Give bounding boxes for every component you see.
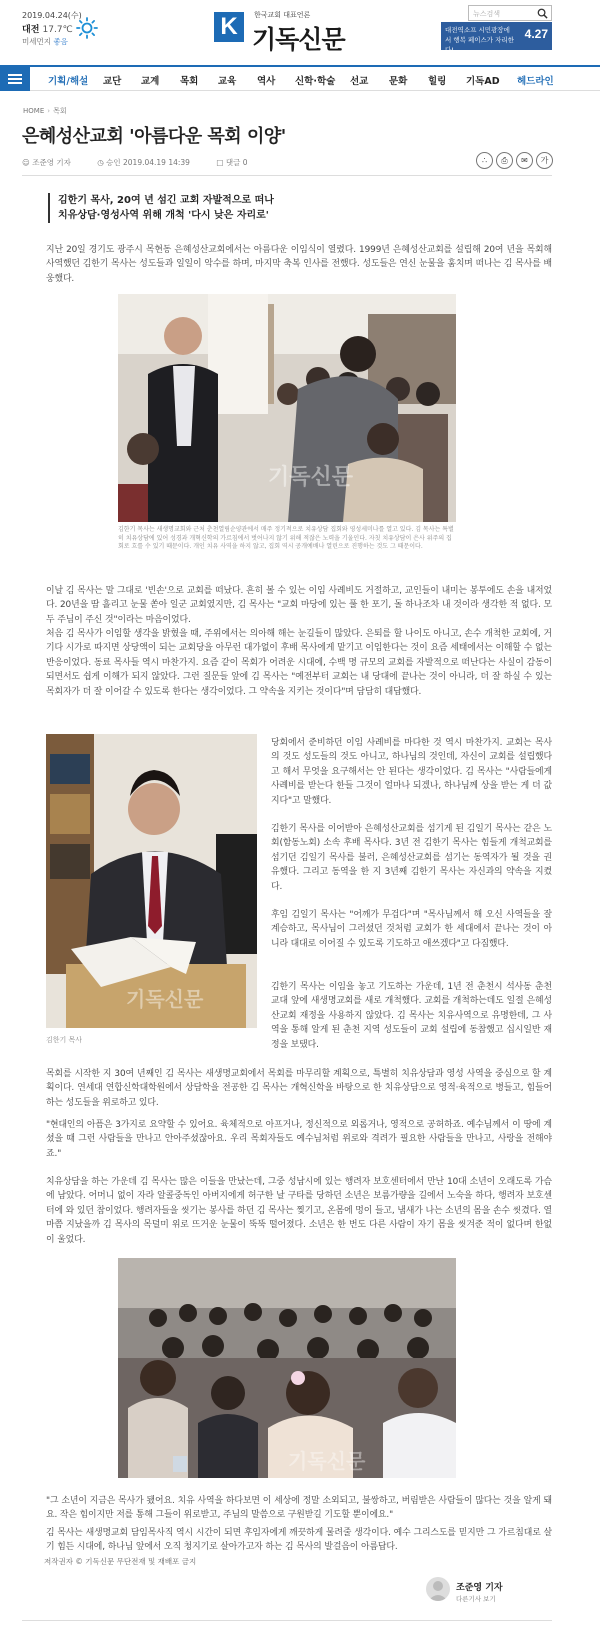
current-date: 2019.04.24(수) [22,11,82,20]
sun-icon [76,17,98,39]
paragraph: 목회를 시작한 지 30여 년째인 김 목사는 새생명교회에서 목회를 마무리할 계획으로, 특별히 치유상담과 영성 사역을 중심으로 할 계획이다. 연세대 연합신학대학원에서 상담학을 전공한 김 목사는 개혁신학을 바탕으로 한 치유상담으로 영적·육적으로 병들고, 힘들어하는 성도들을 위로하고 있다. [46,1069,552,1108]
author-name: 조준영 기자 [32,158,71,167]
paragraph: 처음 김 목사가 이임할 생각을 밝혔을 때, 주위에서는 의아해 해는 눈길들이 많았다. 은퇴를 할 나이도 아니고, 손수 개척한 교회에, 거기다 시가로 따지면 상당액이 되는 교회당을 아무런 대가없이 후배 목사에게 맡기고 이임한다는 것이 요즘 세태에서는 이해할 수 없는 반응이었다. 동료 목사들 역시 마찬가지. 요즘 같이 목회가 어려운 시대에, 수백 명 규모의 교회를 자발적으로 떠난다는 사실이 감동이 되면서도 쉽게 이해가 되지 않았다. 그런 질문들 앞에 김 목사는 "예전부터 교회는 내 당대에 끝나는 것이 아니라, 더 잘 하실 수 있는 목회자가 더 잘 이어갈 수 있도록 한다는 생각이었다. 그 약속을 지키는 것이다"며 담담히 대답했다. [46,629,552,697]
breadcrumb-section[interactable]: 목회 [53,107,67,115]
dust-label: 미세먼지 [22,37,51,46]
nav-item-headline[interactable]: 헤드라인 [517,76,554,87]
paragraph: "현대인의 아픔은 3가지로 요약할 수 있어요. 육체적으로 아프거나, 정신적으로 외롭거나, 영적으로 공허하죠. 예수님께서 이 땅에 계셨을 때 그런 사람들을 만나고 안아주셨잖아요. 우리 목회자들도 예수님처럼 위로와 격려가 필요한 사람들을 만나고, 사랑을 전해야죠." [46,1120,552,1159]
subtitle-line: 치유상담·영성사역 위해 개척 '다시 낮은 자리로' [58,210,269,221]
nav-item-education[interactable]: 교육 [218,76,237,87]
photo-farewell-handshake [118,294,456,522]
search-icon[interactable] [537,8,548,19]
article-title: 은혜성산교회 '아름다운 목회 이양' [22,126,286,147]
site-header [0,0,600,64]
photo-worship-congregation [118,1258,456,1478]
nav-item-christian-ad[interactable]: 기독AD [466,76,500,87]
user-icon [426,1577,450,1601]
nav-item-history[interactable]: 역사 [257,76,276,87]
nav-item-culture[interactable]: 문화 [389,76,408,87]
nav-item-ministry[interactable]: 목회 [180,76,199,87]
menu-icon-bar [8,74,22,76]
reporter-card[interactable] [426,1577,546,1607]
photo-watermark: 기독신문 [268,465,354,490]
reporter-avatar [426,1577,450,1601]
nav-item-planning[interactable]: 기획/해설 [48,76,89,87]
breadcrumb-separator: › [47,107,51,115]
nav-item-church-world[interactable]: 교계 [141,76,160,87]
paragraph: "그 소년이 지금은 목사가 됐어요. 치유 사역을 하다보면 이 세상에 정말 소외되고, 불쌍하고, 버림받은 사람들이 많다는 것을 알게 돼요. 작은 힘이지만 저를 통해 그들이 위로받고, 주님의 말씀으로 구원받길 기도할 뿐이에요." [46,1496,552,1521]
dust-value: 좋음 [53,37,68,46]
paragraph: 김한기 목사는 이임을 놓고 기도하는 가운데, 1년 전 춘천시 석사동 춘천교대 앞에 새생명교회를 새로 개척했다. 교회를 개척하는데도 일절 은혜성산교회 재정을 사용하지 않았다. 김 목사는 치유사역으로 유명한데, 그 사역을 통해 알게 된 춘천 지역 성도들이 교회 설립에 동참했고 십시일반 재정을 보탰다. [271,982,552,1050]
copyright-notice: 저작권자 © 기독신문 무단전재 및 재배포 금지 [44,1557,197,1566]
article-photo-1 [118,294,456,522]
approved-text: 승인 2019.04.19 14:39 [106,158,190,167]
photo-caption: 김한기 목사는 새생명교회와 근처 춘천열림순양관에서 매주 정기적으로 치유상담 집회와 영성세미나를 열고 있다. 김 목사는 특별히 치유상담에 있어 성경과 개혁신학의 가르침에서 벗어나지 않기 위해 적잖은 노력을 기울인다. 자칫 치유상담이 은사 위주의 집회로 흐를 수 있기 때문이다. 개인 치유 사역을 하지 않고, 집회 역시 공개예배나 열린으로 진행하는 것도 그 때문이다. [118,526,454,550]
paragraph: 당회에서 준비하던 이임 사례비를 마다한 것 역시 마찬가지. 교회는 목사의 것도 성도들의 것도 아니고, 하나님의 것인데, 자신이 교회를 설립했다고 해서 무엇을 요구해서는 안 된다는 생각이었다. 김 목사는 "사람들에게 사례비를 받는다 한들 그것이 얼마나 되겠나, 하나님께 상을 받는 게 더 값지다"고 말했다. [271,738,552,806]
header-divider [22,175,552,176]
photo-watermark: 기독신문 [126,987,204,1011]
photo-caption: 김한기 목사 [46,1036,83,1044]
paragraph: 김한기 목사를 이어받아 은혜성산교회를 섬기게 된 김일기 목사는 같은 노회(함동노회) 소속 후배 목사다. 3년 전 김한기 목사는 힘들게 개척교회를 섬기던 김일기 목사를 불러, 은혜성산교회를 섬기는 동역자가 될 것을 권유했다. 그리고 동역을 한 지 3년째 김한기 목사는 자신과의 약속을 지켰다. [271,824,552,892]
subtitle-line: 김한기 목사, 20여 년 섬긴 교회 자발적으로 떠나 [58,195,274,206]
email-icon[interactable]: ✉ [516,152,533,169]
article-photo-2 [46,734,257,1028]
comment-count[interactable]: □ 댓글 0 [216,158,248,167]
footer-divider [22,1620,552,1621]
article-photo-3 [118,1258,456,1478]
comment-text: 댓글 0 [225,158,248,167]
print-icon[interactable]: ⎙ [496,152,513,169]
site-logo[interactable] [214,10,364,54]
logo-name: 기독신문 [252,25,345,54]
share-icon[interactable]: ∴ [476,152,493,169]
photo-watermark: 기독신문 [288,1449,366,1473]
search-input[interactable] [468,5,552,21]
article-meta [22,157,272,168]
photo-portrait-pastor [46,734,257,1028]
banner-text: 대전역소프 시민광장에서 행복 페이스가 자리한다! [445,26,514,54]
menu-button[interactable] [0,67,30,91]
logo-mark: K [214,12,244,42]
font-size-icon[interactable]: 가 [536,152,553,169]
breadcrumb [23,106,67,116]
article-subtitle [48,193,548,223]
menu-icon-bar [8,78,22,80]
weather-city: 대전 [22,25,40,35]
paragraph: 지난 20일 경기도 광주시 목현동 은혜성산교회에서는 아름다운 이임식이 열렸다. 1999년 은혜성산교회를 설립해 20여 년을 목회해 사역했던 김한기 목사는 성도들과 일일이 악수를 하며, 마지막 축복 인사를 전했다. 성도들은 연신 눈물을 훔치며 떠나는 김 목사를 배웅했다. [46,245,552,284]
nav-item-denomination[interactable]: 교단 [103,76,122,87]
reporter-name: 조준영 기자 [456,1583,503,1593]
paragraph: 후임 김일기 목사는 "어깨가 무겁다"며 "목사님께서 해 오신 사역들을 잘 계승하고, 목사님이 그러셨던 것처럼 교회가 한 세대에서 끝나는 것이 아니라 대대로 이어질 수 있도록 기도하고 애쓰겠다"고 다짐했다. [271,910,552,949]
logo-tagline: 한국교회 대표언론 [254,11,311,19]
breadcrumb-home[interactable]: HOME [23,107,45,115]
weather-temp: 17.7℃ [42,25,73,35]
author-byline: ☺ 조준영 기자 [22,158,71,167]
weather-info [22,22,73,35]
nav-item-healing[interactable]: 힐링 [428,76,447,87]
ad-banner[interactable] [441,22,552,54]
dust-info [22,36,68,47]
nav-item-mission[interactable]: 선교 [350,76,369,87]
approved-time: ◷ 승인 2019.04.19 14:39 [97,158,190,167]
paragraph: 김 목사는 새생명교회 담임목사직 역시 시간이 되면 후임자에게 깨끗하게 물려줄 생각이다. 예수 그리스도를 믿지만 그 가르침대로 살기 힘든 시대에, 하나님 앞에서 오직 청지기로 살아가고자 하는 김 목사의 발걸음이 아름답다. [46,1528,552,1553]
nav-item-theology[interactable]: 신학·학술 [295,76,336,87]
main-nav [0,65,600,91]
menu-icon-bar [8,82,22,84]
paragraph: 이날 김 목사는 말 그대로 '빈손'으로 교회를 떠났다. 흔히 볼 수 있는 이임 사례비도 거절하고, 교인들이 내미는 봉투에도 손을 내저었다. 20년을 땀 흘리고 눈물 쏟아 일군 교회였지만, 김 목사는 "교회 마당에 있는 풀 한 포기, 돌 하나조차 내 것이라 생각한 적 없다. 모두 주님이 주신 것"이라는 마음이었다. [46,586,552,625]
search-placeholder: 뉴스검색 [473,10,501,18]
paragraph: 치유상담을 하는 가운데 김 목사는 많은 이들을 만났는데, 그중 성남시에 있는 행려자 보호센터에서 만난 10대 소년이 오래도록 가슴에 남았다. 어머니 없이 자라 알콜중독인 아버지에게 허구한 날 구타를 당하던 소년은 보름가량을 길에서 노숙을 하다, 행려자 보호센터에 와 있던 참이었다. 행려자들을 씻기는 봉사를 하던 김 목사는 찢기고, 온몸에 멍이 들고, 냄새가 나는 소년의 몸을 손수 씻겼다. 열마쯤 지났을까 김 목사의 목덜미 위로 뜨거운 눈물이 뚝뚝 떨어졌다. 소년은 한 번도 다른 사람이 자기 몸을 씻겨준 적이 없다며 한없이 울었다. [46,1177,552,1245]
banner-date: 4.27 [524,27,548,41]
reporter-more-link[interactable]: 다른기사 보기 [456,1595,496,1603]
